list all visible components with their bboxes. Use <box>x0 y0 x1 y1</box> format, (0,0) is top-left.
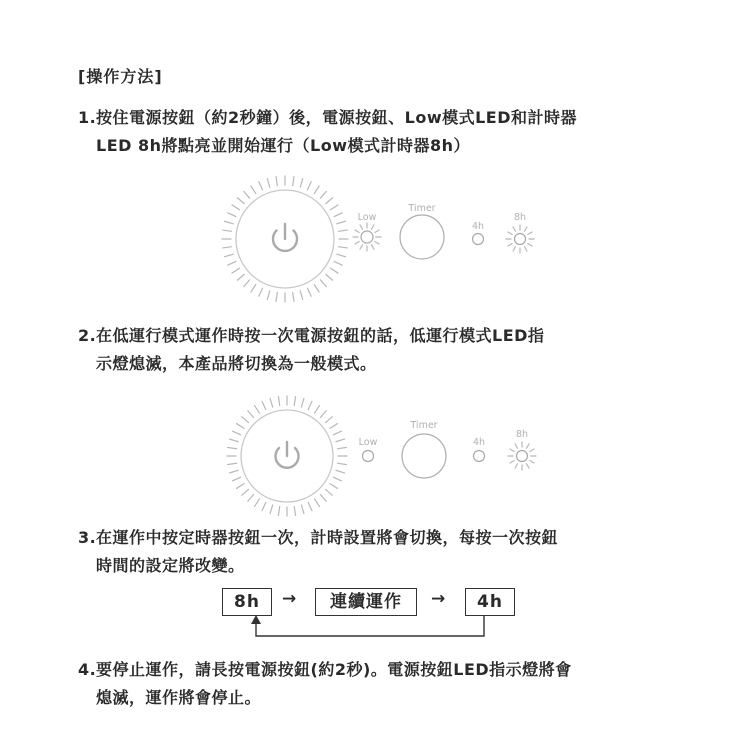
power-icon <box>273 224 297 251</box>
ray <box>330 205 338 210</box>
ray <box>314 186 319 194</box>
ray <box>355 242 359 245</box>
ray <box>237 198 244 204</box>
step-text: 按住電源按鈕（約2秒鐘）後，電源按鈕、Low模式LED和計時器 <box>96 108 578 127</box>
ray <box>337 221 346 224</box>
ray <box>326 489 333 495</box>
cycle-box-continuous: 連續運作 <box>315 588 417 616</box>
timer-button <box>400 215 444 259</box>
ray <box>513 227 516 231</box>
ray <box>330 268 338 273</box>
ray <box>326 417 333 423</box>
timer-label: Timer <box>410 420 438 431</box>
ray <box>225 254 234 257</box>
ray <box>259 182 263 190</box>
ray <box>307 288 311 296</box>
ray <box>326 198 333 204</box>
ray <box>300 179 303 188</box>
ray <box>267 179 270 188</box>
low-led <box>363 451 374 462</box>
ray <box>244 191 250 198</box>
ray <box>232 268 240 273</box>
8h-label: 8h <box>515 429 529 440</box>
ray <box>251 284 256 292</box>
ray <box>525 227 528 231</box>
step-text: 在運作中按定時器按鈕一次，計時設置將會切換，每按一次按鈕 <box>96 528 559 547</box>
ray <box>375 242 379 245</box>
timer-button <box>402 434 446 478</box>
ray <box>355 230 359 233</box>
step-number: 1. <box>78 108 97 127</box>
ray <box>294 506 295 515</box>
ray <box>326 274 333 280</box>
ray <box>333 477 341 481</box>
step-text: 要停止運作，請長按電源按鈕(約2秒)。電源按鈕LED指示燈將會 <box>96 660 572 679</box>
8h-led <box>515 234 526 245</box>
ray <box>320 411 326 418</box>
4h-led <box>474 451 485 462</box>
ray <box>337 447 346 448</box>
ray <box>229 439 238 442</box>
ray <box>336 470 345 473</box>
ray <box>334 213 342 217</box>
ray <box>530 461 534 464</box>
ray <box>293 292 294 301</box>
ray <box>372 245 375 249</box>
ray <box>270 505 273 514</box>
ray <box>508 232 512 235</box>
step-1 <box>78 104 577 160</box>
cycle-arrow: → <box>282 589 297 609</box>
ray <box>510 461 514 464</box>
ray <box>301 505 304 514</box>
power-icon <box>276 442 299 468</box>
ray <box>308 401 312 409</box>
4h-led <box>473 234 484 245</box>
ray <box>259 288 263 296</box>
ray <box>530 449 534 452</box>
8h-led-glow <box>508 442 536 470</box>
ray <box>510 449 514 452</box>
ray <box>360 225 363 229</box>
ray <box>320 495 326 502</box>
ray <box>300 291 303 300</box>
cycle-arrow: → <box>431 589 446 609</box>
ray <box>513 247 516 251</box>
ray <box>333 431 341 435</box>
ray <box>527 464 530 468</box>
ray <box>301 398 304 407</box>
step-text: 示燈熄滅，本產品將切換為一般模式。 <box>96 354 377 373</box>
ray <box>232 431 240 435</box>
ray <box>228 447 237 448</box>
ray <box>228 463 237 464</box>
ray <box>320 280 326 287</box>
step-number: 4. <box>78 660 97 679</box>
ray <box>237 274 244 280</box>
step-text: 在低運行模式運作時按一次電源按鈕的話，低運行模式LED指 <box>96 326 545 345</box>
ray <box>508 244 512 247</box>
ray <box>237 424 245 429</box>
step-number: 3. <box>78 528 97 547</box>
ray <box>308 502 312 510</box>
step-2 <box>78 322 544 378</box>
cycle-box-4h: 4h <box>465 588 515 616</box>
ray <box>223 230 232 231</box>
4h-label: 4h <box>472 437 486 448</box>
8h-led-glow <box>506 225 534 253</box>
low-label: Low <box>358 437 378 448</box>
section-heading: [操作方法] <box>78 67 163 86</box>
ray <box>337 463 346 464</box>
ray <box>228 261 236 265</box>
step-3 <box>78 524 558 580</box>
8h-led <box>517 451 528 462</box>
control-panel-diagram-1 <box>0 175 750 305</box>
ray <box>255 499 260 507</box>
step-4 <box>78 656 572 712</box>
ray <box>330 424 338 429</box>
low-led <box>361 231 373 243</box>
ray <box>293 177 294 186</box>
ray <box>338 247 347 248</box>
ray <box>225 221 234 224</box>
ray <box>360 245 363 249</box>
ray <box>314 284 319 292</box>
ray <box>515 444 518 448</box>
ray <box>267 291 270 300</box>
ray <box>334 261 342 265</box>
step-text: 熄滅，運作將會停止。 <box>96 688 262 707</box>
ray <box>320 191 326 198</box>
ray <box>528 232 532 235</box>
ray <box>262 502 266 510</box>
ray <box>228 213 236 217</box>
ray <box>338 230 347 231</box>
ray <box>232 477 240 481</box>
ray <box>237 484 245 489</box>
ray <box>336 439 345 442</box>
ray <box>515 464 518 468</box>
8h-label: 8h <box>513 212 527 223</box>
ray <box>527 444 530 448</box>
step-number: 2. <box>78 326 97 345</box>
ray <box>244 280 250 287</box>
ray <box>270 398 273 407</box>
ray <box>248 495 254 502</box>
ray <box>276 292 277 301</box>
step-text: 時間的設定將改變。 <box>96 556 245 575</box>
ray <box>330 484 338 489</box>
ray <box>307 182 311 190</box>
ray <box>528 244 532 247</box>
4h-label: 4h <box>471 221 485 232</box>
ray <box>337 254 346 257</box>
ray <box>248 411 254 418</box>
timer-label: Timer <box>408 203 436 214</box>
cycle-box-8h: 8h <box>222 588 272 616</box>
ray <box>223 247 232 248</box>
ray <box>315 406 320 414</box>
ray <box>229 470 238 473</box>
ray <box>251 186 256 194</box>
step-text: LED 8h將點亮並開始運行（Low模式計時器8h） <box>96 136 470 155</box>
control-panel-diagram-2 <box>0 392 750 522</box>
ray <box>294 397 295 406</box>
ray <box>278 506 279 515</box>
low-label: Low <box>357 212 377 223</box>
ray <box>375 230 379 233</box>
ray <box>525 247 528 251</box>
ray <box>372 225 375 229</box>
ray <box>242 417 249 423</box>
ray <box>242 489 249 495</box>
ray <box>262 401 266 409</box>
low-led-glow <box>353 223 381 251</box>
ray <box>315 499 320 507</box>
ray <box>232 205 240 210</box>
ray <box>255 406 260 414</box>
ray <box>278 397 279 406</box>
ray <box>276 177 277 186</box>
